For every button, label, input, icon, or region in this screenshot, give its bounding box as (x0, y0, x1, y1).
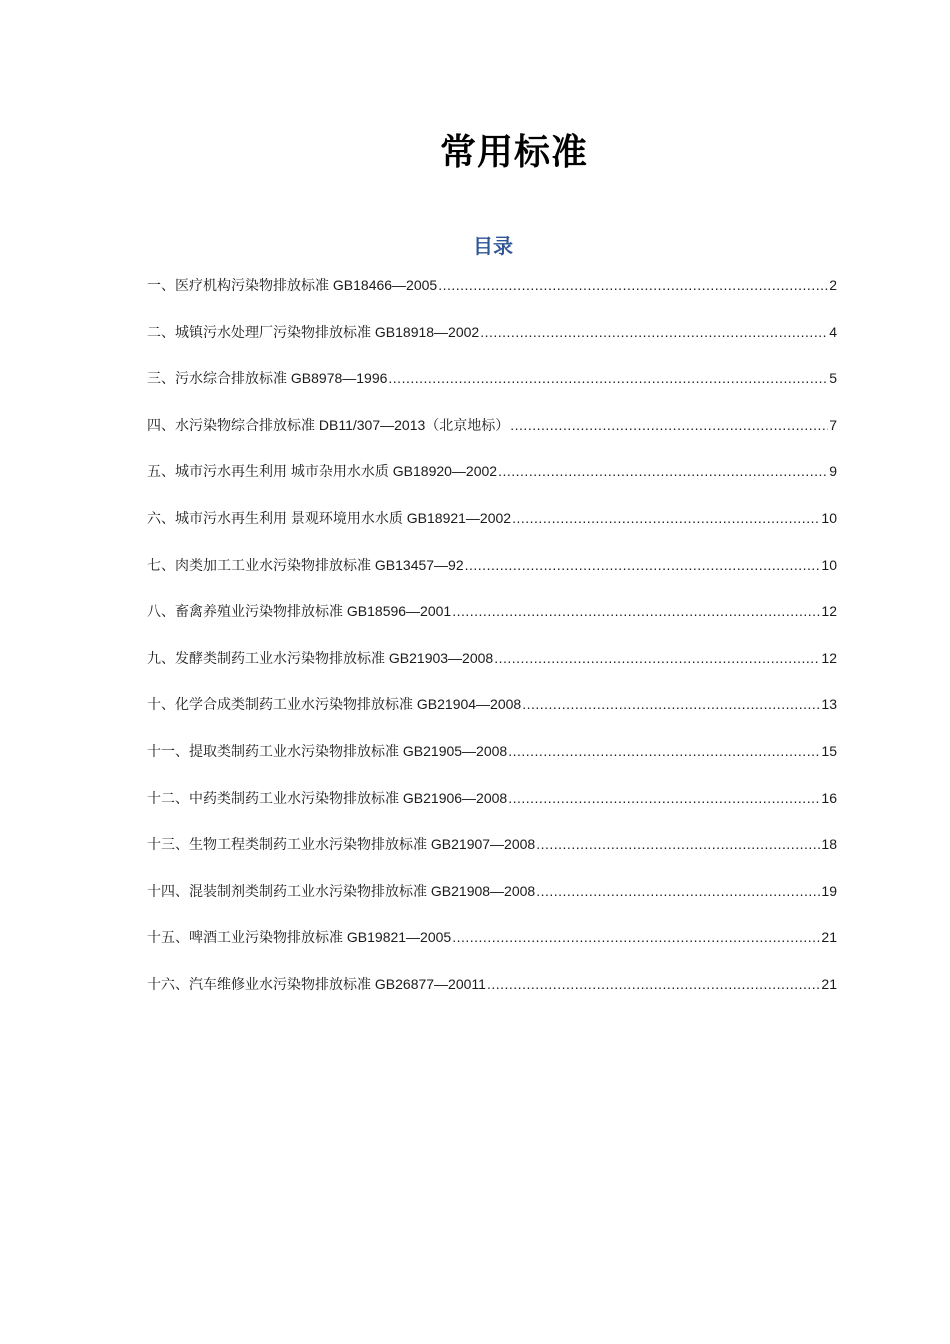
toc-page-number[interactable]: 21 (821, 929, 837, 946)
toc-dot-leader (487, 973, 820, 995)
toc-page-number[interactable]: 13 (821, 696, 837, 713)
toc-entry-title[interactable]: 十五、啤酒工业污染物排放标准 GB19821—2005 (147, 929, 452, 946)
toc-page-number[interactable]: 21 (821, 975, 837, 992)
toc-dot-leader (498, 460, 828, 482)
toc-entry[interactable] (147, 647, 837, 694)
toc-entry-title[interactable]: 一、医疗机构污染物排放标准 GB18466—2005 (147, 277, 438, 293)
toc-entry-title[interactable]: 十二、中药类制药工业水污染物排放标准 GB21906—2008 (147, 789, 508, 806)
toc-page-number[interactable]: 4 (829, 323, 837, 340)
toc-entry[interactable] (147, 740, 837, 787)
toc-dot-leader (508, 787, 820, 809)
toc-page-number[interactable]: 9 (829, 463, 837, 480)
table-of-contents (147, 274, 837, 1020)
toc-dot-leader (536, 880, 820, 902)
toc-entry[interactable] (147, 926, 837, 973)
toc-page-number[interactable]: 19 (821, 882, 837, 899)
document-title: 常用标准 (439, 132, 588, 173)
toc-entry-title[interactable]: 十四、混装制剂类制药工业水污染物排放标准 GB21908—2008 (147, 882, 536, 899)
toc-dot-leader (522, 693, 820, 715)
toc-dot-leader (508, 740, 820, 762)
toc-page-number[interactable]: 2 (829, 277, 837, 293)
toc-entry-title[interactable]: 五、城市污水再生利用 城市杂用水水质 GB18920—2002 (147, 463, 498, 480)
toc-entry[interactable] (147, 507, 837, 554)
toc-entry[interactable] (147, 973, 837, 1020)
toc-dot-leader (452, 926, 820, 948)
toc-page-number[interactable]: 15 (821, 742, 837, 759)
toc-heading: 目录 (473, 234, 513, 258)
toc-entry-title[interactable]: 二、城镇污水处理厂污染物排放标准 GB18918—2002 (147, 323, 480, 340)
toc-page-number[interactable]: 12 (821, 649, 837, 666)
toc-dot-leader (452, 600, 820, 622)
toc-page-number[interactable]: 5 (829, 370, 837, 387)
toc-entry[interactable] (147, 414, 837, 461)
toc-dot-leader (510, 414, 828, 436)
toc-entry[interactable] (147, 693, 837, 740)
toc-page-number[interactable]: 16 (821, 789, 837, 806)
toc-entry-title[interactable]: 六、城市污水再生利用 景观环境用水水质 GB18921—2002 (147, 509, 512, 526)
toc-entry[interactable] (147, 833, 837, 880)
toc-dot-leader (388, 367, 828, 389)
toc-entry[interactable] (147, 274, 837, 321)
toc-entry-title[interactable]: 八、畜禽养殖业污染物排放标准 GB18596—2001 (147, 603, 452, 620)
toc-entry-title[interactable]: 三、污水综合排放标准 GB8978—1996 (147, 370, 388, 387)
toc-entry[interactable] (147, 554, 837, 601)
toc-entry-title[interactable]: 十六、汽车维修业水污染物排放标准 GB26877—20011 (147, 975, 486, 992)
toc-entry[interactable] (147, 460, 837, 507)
toc-page-number[interactable]: 7 (829, 416, 837, 433)
toc-entry[interactable] (147, 880, 837, 927)
toc-page-number[interactable]: 10 (821, 556, 837, 573)
toc-entry-title[interactable]: 十、化学合成类制药工业水污染物排放标准 GB21904—2008 (147, 696, 522, 713)
toc-entry-title[interactable]: 七、肉类加工工业水污染物排放标准 GB13457—92 (147, 556, 464, 573)
toc-page-number[interactable]: 12 (821, 603, 837, 620)
toc-entry[interactable] (147, 367, 837, 414)
toc-dot-leader (512, 507, 820, 529)
toc-dot-leader (480, 321, 828, 343)
toc-entry[interactable] (147, 787, 837, 834)
toc-entry[interactable] (147, 321, 837, 368)
toc-entry-title[interactable]: 十三、生物工程类制药工业水污染物排放标准 GB21907—2008 (147, 836, 536, 853)
toc-page-number[interactable]: 18 (821, 836, 837, 853)
toc-dot-leader (465, 554, 821, 576)
toc-dot-leader (494, 647, 820, 669)
toc-dot-leader (438, 274, 828, 296)
toc-entry-title[interactable]: 十一、提取类制药工业水污染物排放标准 GB21905—2008 (147, 742, 508, 759)
toc-page-number[interactable]: 10 (821, 509, 837, 526)
toc-entry-title[interactable]: 四、水污染物综合排放标准 DB11/307—2013（北京地标） (147, 416, 510, 433)
toc-dot-leader (536, 833, 820, 855)
toc-entry[interactable] (147, 600, 837, 647)
toc-entry-title[interactable]: 九、发酵类制药工业水污染物排放标准 GB21903—2008 (147, 649, 494, 666)
